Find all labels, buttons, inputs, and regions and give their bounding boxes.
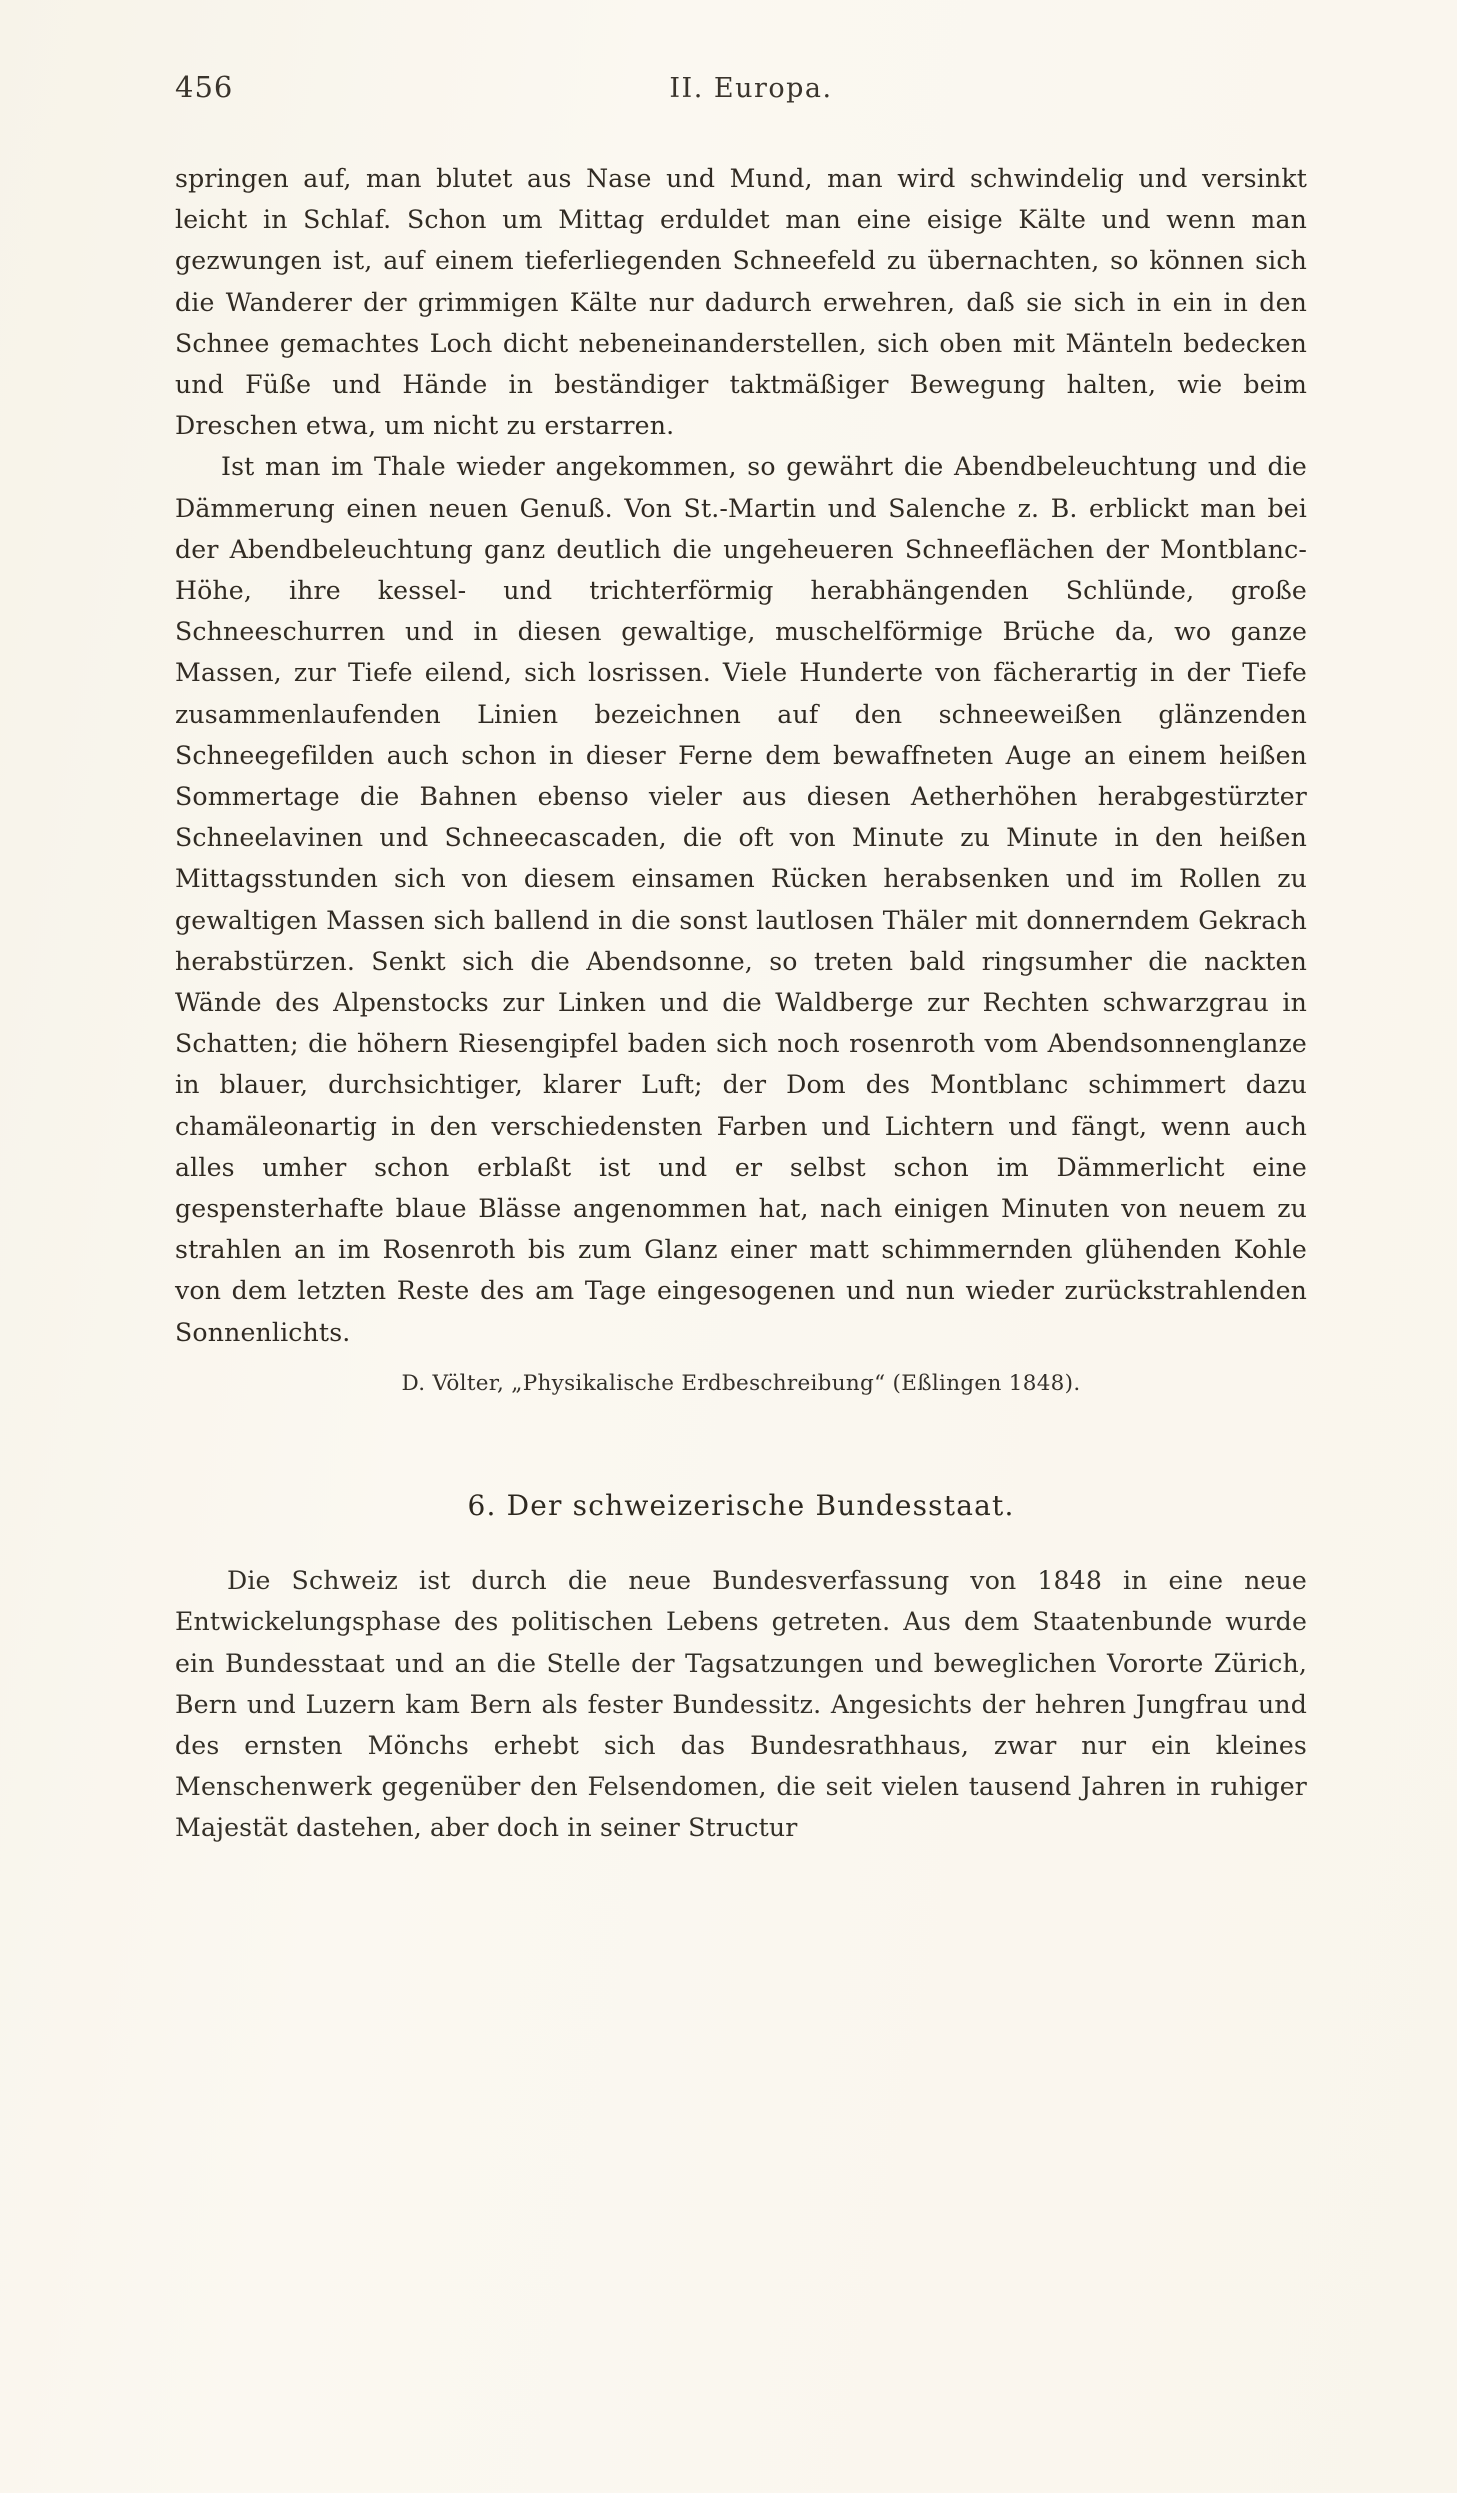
paragraph-1: springen auf, man blutet aus Nase und Mund, man wird schwindelig und versinkt leicht in Schlaf. Schon um Mittag erduldet man eine eisige Kälte und wenn man gezwungen ist, auf einem tieferliegenden Schneefeld zu übernachten, so können sich die Wanderer der grimmigen Kälte nur dadurch erwehren, daß sie sich in ein in den Schnee gemachtes Loch dicht nebeneinanderstellen, sich oben mit Mänteln bedecken und Füße und Hände in beständiger taktmäßiger Bewegung halten, wie beim Dreschen etwa, um nicht zu erstarren.	[175, 164, 1307, 441]
section-title: Der schweizerische Bundesstaat.	[506, 1488, 1015, 1522]
section-heading	[175, 1485, 1307, 1526]
page-header	[175, 70, 1307, 110]
paragraph-2: Ist man im Thale wieder angekommen, so gewährt die Abendbeleuchtung und die Dämmerung einen neuen Genuß. Von St.-Martin und Salenche z. B. erblickt man bei der Abendbeleuchtung ganz deutlich die ungeheueren Schneeflächen der Montblanc-Höhe, ihre kessel- und trichterförmig herabhängenden Schlünde, große Schneeschurren und in diesen gewaltige, muschelförmige Brüche da, wo ganze Massen, zur Tiefe eilend, sich losrissen. Viele Hunderte von fächerartig in der Tiefe zusammenlaufenden Linien bezeichnen auf den schneeweißen glänzenden Schneegefilden auch schon in dieser Ferne dem bewaffneten Auge an einem heißen Sommertage die Bahnen ebenso vieler aus diesen Aetherhöhen herabgestürzter Schneelavinen und Schneecascaden, die oft von Minute zu Minute in den heißen Mittagsstunden sich von diesem einsamen Rücken herabsenken und im Rollen zu gewaltigen Massen sich ballend in die sonst lautlosen Thäler mit donnerndem Gekrach herabstürzen. Senkt sich die Abendsonne, so treten bald ringsumher die nackten Wände des Alpenstocks zur Linken und die Waldberge zur Rechten schwarzgrau in Schatten; die höhern Riesengipfel baden sich noch rosenroth vom Abendsonnenglanze in blauer, durchsichtiger, klarer Luft; der Dom des Montblanc schimmert dazu chamäleonartig in den verschiedensten Farben und Lichtern und fängt, wenn auch alles umher schon erblaßt ist und er selbst schon im Dämmerlicht eine gespensterhafte blaue Blässe angenommen hat, nach einigen Minuten von neuem zu strahlen an im Rosenroth bis zum Glanz einer matt schimmernden glühenden Kohle von dem letzten Reste des am Tage eingesogenen und nun wieder zurückstrahlenden Sonnenlichts.	[175, 452, 1307, 1347]
body-text	[175, 158, 1307, 1849]
section-number: 6.	[467, 1488, 497, 1522]
source-attribution: D. Völter, „Physikalische Erdbeschreibung“ (Eßlingen 1848).	[401, 1370, 1081, 1396]
running-head: II. Europa.	[669, 73, 833, 104]
page-number: 456	[175, 70, 234, 104]
section-paragraph-1: Die Schweiz ist durch die neue Bundesverfassung von 1848 in eine neue Entwickelungsphase des politischen Lebens getreten. Aus dem Staatenbunde wurde ein Bundesstaat und an die Stelle der Tagsatzungen und beweglichen Vororte Zürich, Bern und Luzern kam Bern als fester Bundessitz. Angesichts der hehren Jungfrau und des ernsten Mönchs erhebt sich das Bundesrathhaus, zwar nur ein kleines Menschenwerk gegenüber den Felsendomen, die seit vielen tausend Jahren in ruhiger Majestät dastehen, aber doch in seiner Structur	[175, 1566, 1307, 1843]
